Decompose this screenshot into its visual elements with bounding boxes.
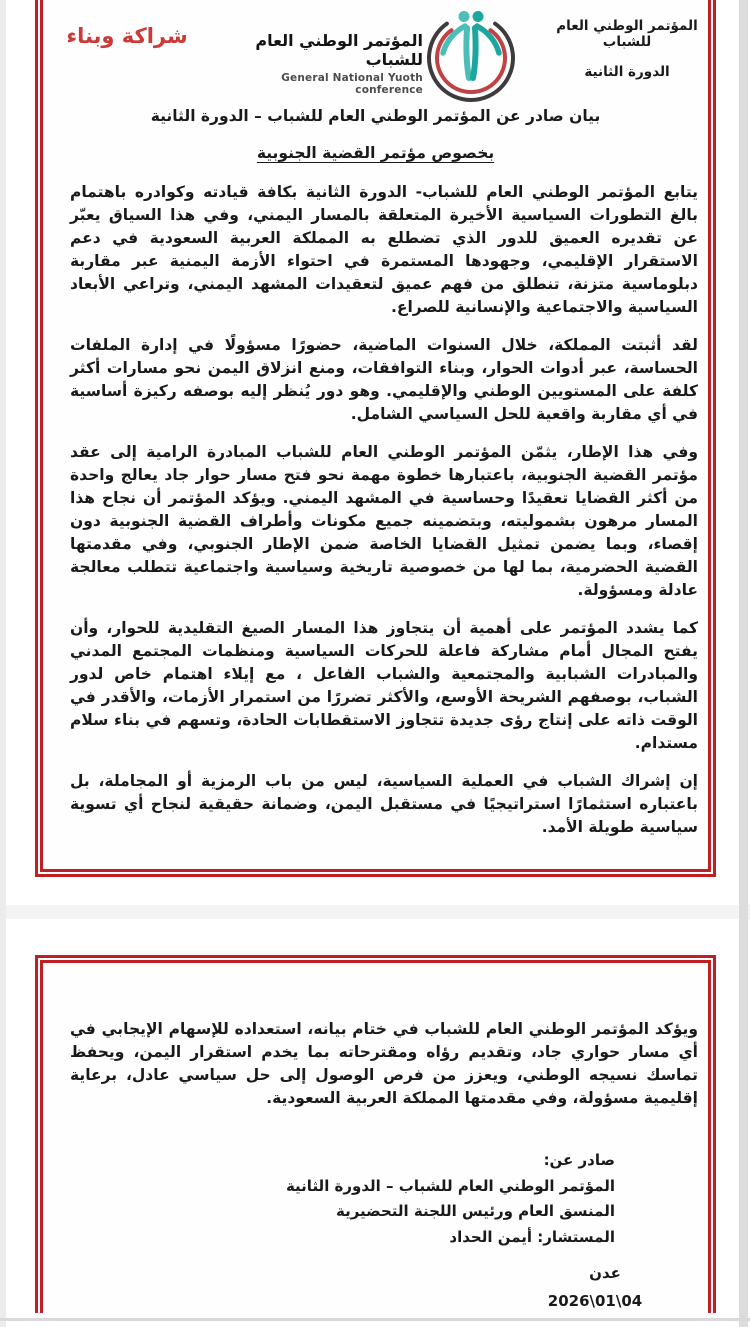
statement-subtitle-text: بخصوص مؤتمر القضية الجنوبية [256, 144, 495, 162]
emblem-svg [424, 4, 522, 104]
paragraph: ويؤكد المؤتمر الوطني العام للشباب في ختام بيانه، استعداده للإسهام الإيجابي في أي مسار حواري جاد، وتقديم رؤاه ومقترحاته بما يخدم استقرار اليمن، ويحفظ تماسك نسيجه الوطني، ويعزز من فرص الوصول إلى حل سياسي عادل، برعاية إقليمية مسؤولة، وفي مقدمتها المملكة العربية السعودية. [70, 1020, 698, 1107]
paragraph: كما يشدد المؤتمر على أهمية أن يتجاوز هذا المسار الصيغ التقليدية للحوار، وأن يفتح المجال أمام مشاركة فاعلة للحركات السياسية ومنظمات المجتمع المدني والمبادرات الشبابية والمجتمعية والشباب الفاعل ، مع إيلاء اهتمام خاص لدور الشباب، بوصفهم الشريحة الأوسع، والأكثر تضررًا من استمرار الأزمات، والأقدر في الوقت ذاته على إنتاج رؤى جديدة تتجاوز الاستقطابات الحادة، وتسهم في بناء سلام مستدام. [70, 619, 698, 752]
issue-city: عدن [589, 1264, 621, 1282]
statement-body-page1 [70, 181, 698, 854]
slogan-stamp: شراكة وبناء [66, 24, 188, 48]
page-gap-band [0, 905, 750, 919]
scan-edge-left [0, 0, 6, 1327]
paragraph: لقد أثبتت المملكة، خلال السنوات الماضية، حضورًا مسؤولًا في إدارة الملفات الحساسة، عبر أدوات الحوار، وبناء التوافقات، ومنع انزلاق اليمن نحو مسارات أكثر كلفة على المستويين الوطني والإقليمي. وهو دور يُنظر إليه بوصفه ركيزة أساسية في أي مقاربة واقعية للحل السياسي الشامل. [70, 336, 698, 423]
conference-logo-icon [424, 4, 522, 104]
issuing-org-line: المؤتمر الوطني العام للشباب – الدورة الثانية [285, 1176, 615, 1195]
logo-arabic-name: المؤتمر الوطني العام للشباب [255, 31, 423, 69]
org-session-line: الدورة الثانية [584, 64, 670, 80]
statement-subtitle [43, 144, 708, 162]
signer-role-line: المنسق العام ورئيس اللجنة التحضيرية [335, 1202, 615, 1220]
signature-block [70, 1148, 615, 1250]
scan-edge-right [739, 0, 748, 1327]
statement-body-page2 [70, 1018, 698, 1125]
issued-by-label: صادر عن: [543, 1151, 615, 1169]
org-name-block [548, 18, 706, 80]
scan-bottom-edge-line [0, 1318, 750, 1321]
paragraph: إن إشراك الشباب في العملية السياسية، ليس من باب الرمزية أو المجاملة، بل باعتباره استثمارًا استراتيجيًا في مستقبل اليمن، وضمانة حقيقية لنجاح أي تسوية سياسية طويلة الأمد. [70, 772, 698, 836]
issue-date: 2026\01\04 [547, 1292, 643, 1310]
org-name-line: المؤتمر الوطني العام للشباب [556, 18, 698, 50]
logo-caption [233, 31, 423, 96]
paragraph: وفي هذا الإطار، يثمّن المؤتمر الوطني العام للشباب المبادرة الرامية إلى عقد مؤتمر القضية الجنوبية، باعتبارها خطوة مهمة نحو فتح مسار حوار جاد يعالج واحدة من أكثر القضايا تعقيدًا وحساسية في المشهد اليمني. ويؤكد المؤتمر أن نجاح هذا المسار مرهون بشموليته، وبتضمينه جميع مكونات وأطراف القضية الجنوبية دون إقصاء، وبما يضمن تمثيل القضايا الخاصة ضمن الإطار الجنوبي، وفي مقدمتها القضية الحضرمية، بما لها من خصوصية تاريخية وسياسية واجتماعية تتطلب معالجة عادلة ومسؤولة. [70, 443, 698, 599]
signer-name-line: المستشار: أيمن الحداد [449, 1227, 615, 1246]
logo-english-name: General National Yuoth conference [281, 72, 423, 96]
paragraph: يتابع المؤتمر الوطني العام للشباب- الدورة الثانية بكافة قيادته وكوادره باهتمام بالغ التطورات السياسية الأخيرة المتعلقة بالمسار اليمني، وفي هذا السياق يعبّر عن تقديره العميق للدور الذي تضطلع به المملكة العربية السعودية في دعم الاستقرار الإقليمي، وجهودها المستمرة في احتواء الأزمة اليمنية عبر مقاربة دبلوماسية متزنة، تنطلق من فهم عميق لتعقيدات المشهد اليمني، وتراعي الأبعاد السياسية والاجتماعية والإنسانية للصراع. [70, 183, 698, 316]
statement-title: بيان صادر عن المؤتمر الوطني العام للشباب – الدورة الثانية [150, 107, 601, 125]
